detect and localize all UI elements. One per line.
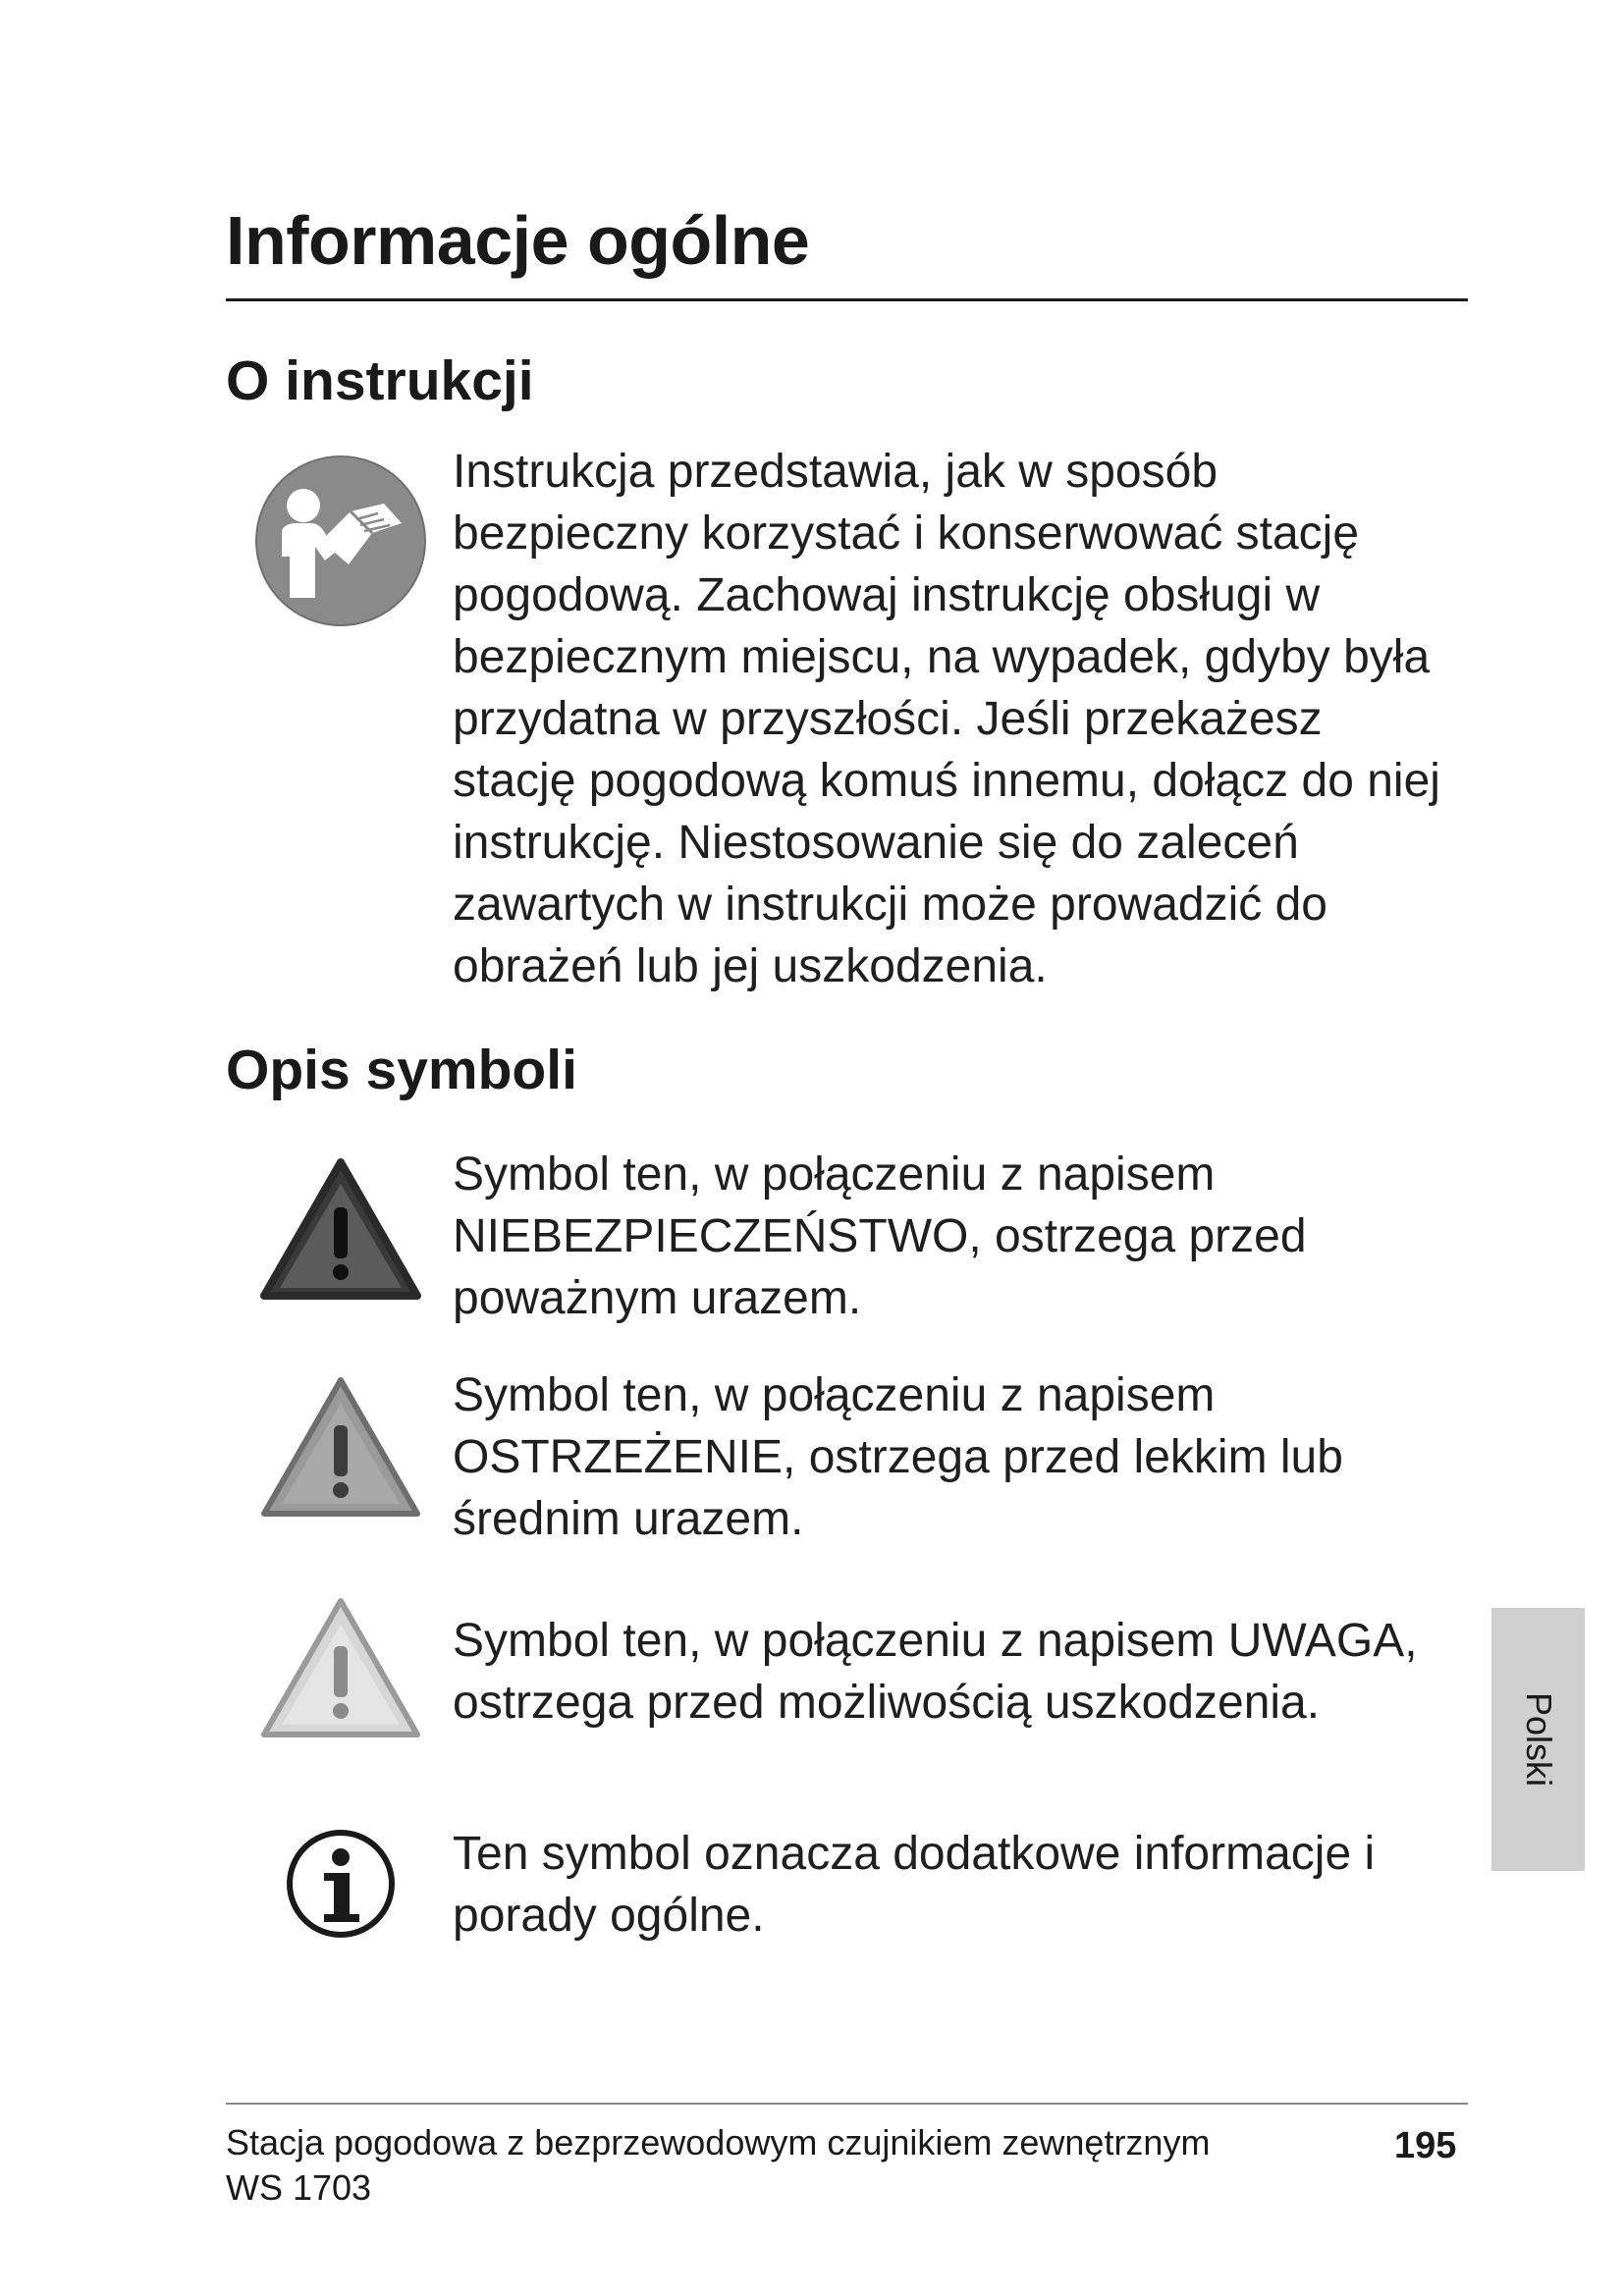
footer-line-2: WS 1703 [226, 2167, 372, 2208]
caution-triangle-icon [258, 1595, 423, 1747]
caution-symbol-text: Symbol ten, w połączeniu z napisem UWAGA, ostrzega przed możliwością uszkodzenia. [453, 1615, 1418, 1729]
page-number: 195 [1394, 2125, 1457, 2166]
info-symbol-text: Ten symbol oznacza dodatkowe informacje i porady ogólne. [453, 1828, 1376, 1942]
read-manual-icon [254, 454, 427, 632]
footer-line-1: Stacja pogodowa z bezprzewodowym czujnikiem zewnętrznym [226, 2122, 1211, 2163]
language-tab-label: Polski [1518, 1691, 1559, 1788]
section-title-symbols: Opis symboli [226, 1039, 577, 1101]
warning-symbol-text: Symbol ten, w połączeniu z napisem OSTRZEŻENIE, ostrzega przed lekkim lub średnim urazem. [453, 1369, 1343, 1545]
warning-triangle-icon [258, 1374, 423, 1526]
language-tab [1491, 1608, 1585, 1871]
title-divider [226, 298, 1468, 301]
info-icon [285, 1828, 397, 1945]
section-title-about-manual: O instrukcji [226, 349, 534, 412]
footer-product-name [226, 2120, 1345, 2211]
footer-divider [226, 2103, 1468, 2105]
danger-triangle-icon [258, 1156, 423, 1308]
page-title: Informacje ogólne [226, 202, 810, 279]
about-manual-paragraph: Instrukcja przedstawia, jak w sposób bezpieczny korzystać i konserwować stację pogodową. Zachowaj instrukcję obsługi w bezpiecznym miejscu, na wypadek, gdyby była przydatna w przyszłości. Jeśli przekażesz stację pogodową komuś innemu, dołącz do niej instrukcję. Niestosowanie się do zaleceń zawartych w instrukcji może prowadzić do obrażeń lub jej uszkodzenia. [453, 446, 1440, 992]
danger-symbol-text: Symbol ten, w połączeniu z napisem NIEBEZPIECZEŃSTWO, ostrzega przed poważnym urazem. [453, 1148, 1307, 1324]
